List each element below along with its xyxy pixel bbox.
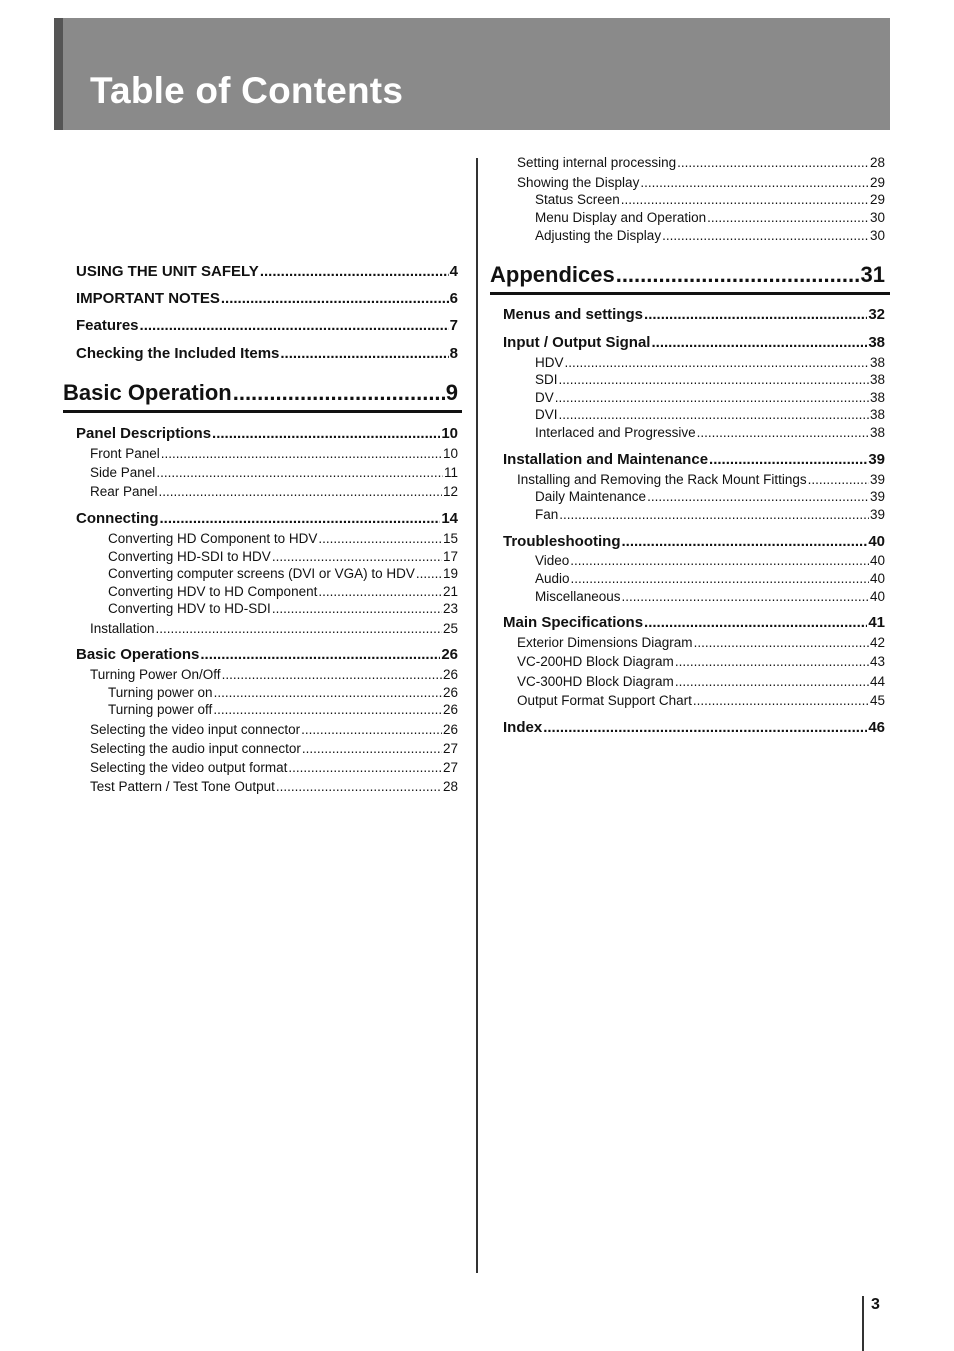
toc-entry[interactable]: USING THE UNIT SAFELY ..... 4 <box>76 263 458 280</box>
toc-entry[interactable]: Converting HDV to HD Component ..... 21 <box>108 584 458 599</box>
toc-entry[interactable]: Installation and Maintenance ..... 39 <box>503 451 885 468</box>
page-number-divider <box>862 1296 864 1351</box>
toc-entry[interactable]: Fan ..... 39 <box>535 507 885 522</box>
toc-entry[interactable]: IMPORTANT NOTES ..... 6 <box>76 290 458 307</box>
toc-entry[interactable]: Front Panel ..... 10 <box>90 446 458 461</box>
toc-entry[interactable]: Troubleshooting ..... 40 <box>503 533 885 550</box>
toc-entry[interactable]: Miscellaneous ..... 40 <box>535 589 885 604</box>
toc-entry[interactable]: Side Panel ..... 11 <box>90 465 458 480</box>
toc-entry[interactable]: Setting internal processing ..... 28 <box>517 155 885 170</box>
toc-section-heading[interactable]: Appendices ..... 31 <box>490 262 885 288</box>
toc-entry[interactable]: Connecting ..... 14 <box>76 510 458 527</box>
toc-entry[interactable]: Installing and Removing the Rack Mount Fittings ..... 39 <box>517 472 885 487</box>
toc-entry[interactable]: Showing the Display ..... 29 <box>517 175 885 190</box>
toc-entry[interactable]: Menus and settings ..... 32 <box>503 306 885 323</box>
toc-entry[interactable]: Converting HDV to HD-SDI ..... 23 <box>108 601 458 616</box>
toc-entry[interactable]: Rear Panel ..... 12 <box>90 484 458 499</box>
toc-entry[interactable]: HDV ..... 38 <box>535 355 885 370</box>
toc-entry[interactable]: Video ..... 40 <box>535 553 885 568</box>
toc-entry[interactable]: Index ..... 46 <box>503 719 885 736</box>
toc-entry[interactable]: Adjusting the Display ..... 30 <box>535 228 885 243</box>
toc-entry[interactable]: Basic Operations ..... 26 <box>76 646 458 663</box>
toc-entry[interactable]: Test Pattern / Test Tone Output ..... 28 <box>90 779 458 794</box>
toc-entry[interactable]: Audio ..... 40 <box>535 571 885 586</box>
toc-entry[interactable]: Converting HD-SDI to HDV ..... 17 <box>108 549 458 564</box>
toc-entry[interactable]: Menu Display and Operation ..... 30 <box>535 210 885 225</box>
toc-entry[interactable]: Daily Maintenance ..... 39 <box>535 489 885 504</box>
toc-section-heading[interactable]: Basic Operation ..... 9 <box>63 380 458 406</box>
page-title: Table of Contents <box>90 70 404 111</box>
toc-entry[interactable]: Exterior Dimensions Diagram ..... 42 <box>517 635 885 650</box>
toc-entry[interactable]: SDI ..... 38 <box>535 372 885 387</box>
toc-entry[interactable]: Converting computer screens (DVI or VGA) to HDV ..... 19 <box>108 566 458 581</box>
section-rule <box>63 410 462 413</box>
page-number: 3 <box>871 1296 880 1313</box>
toc-entry[interactable]: Status Screen ..... 29 <box>535 192 885 207</box>
toc-entry[interactable]: Interlaced and Progressive ..... 38 <box>535 425 885 440</box>
toc-entry[interactable]: Main Specifications ..... 41 <box>503 614 885 631</box>
toc-entry[interactable]: Turning power off ..... 26 <box>108 702 458 717</box>
banner-accent-bar <box>54 18 63 130</box>
toc-entry[interactable]: Panel Descriptions ..... 10 <box>76 425 458 442</box>
toc-entry[interactable]: DV ..... 38 <box>535 390 885 405</box>
title-banner <box>54 18 890 130</box>
toc-entry[interactable]: Output Format Support Chart ..... 45 <box>517 693 885 708</box>
section-rule <box>490 292 890 295</box>
toc-entry[interactable]: Installation ..... 25 <box>90 621 458 636</box>
toc-entry[interactable]: Selecting the audio input connector ..... 27 <box>90 741 458 756</box>
toc-entry[interactable]: Selecting the video input connector ..... 26 <box>90 722 458 737</box>
toc-entry[interactable]: Turning Power On/Off ..... 26 <box>90 667 458 682</box>
toc-entry[interactable]: Checking the Included Items ..... 8 <box>76 345 458 362</box>
toc-entry[interactable]: Selecting the video output format ..... 27 <box>90 760 458 775</box>
toc-entry[interactable]: Turning power on ..... 26 <box>108 685 458 700</box>
toc-entry[interactable]: VC-200HD Block Diagram ..... 43 <box>517 654 885 669</box>
toc-entry[interactable]: DVI ..... 38 <box>535 407 885 422</box>
toc-entry[interactable]: Converting HD Component to HDV ..... 15 <box>108 531 458 546</box>
toc-entry[interactable]: VC-300HD Block Diagram ..... 44 <box>517 674 885 689</box>
column-divider <box>476 158 478 1273</box>
toc-entry[interactable]: Features ..... 7 <box>76 317 458 334</box>
toc-entry[interactable]: Input / Output Signal ..... 38 <box>503 334 885 351</box>
